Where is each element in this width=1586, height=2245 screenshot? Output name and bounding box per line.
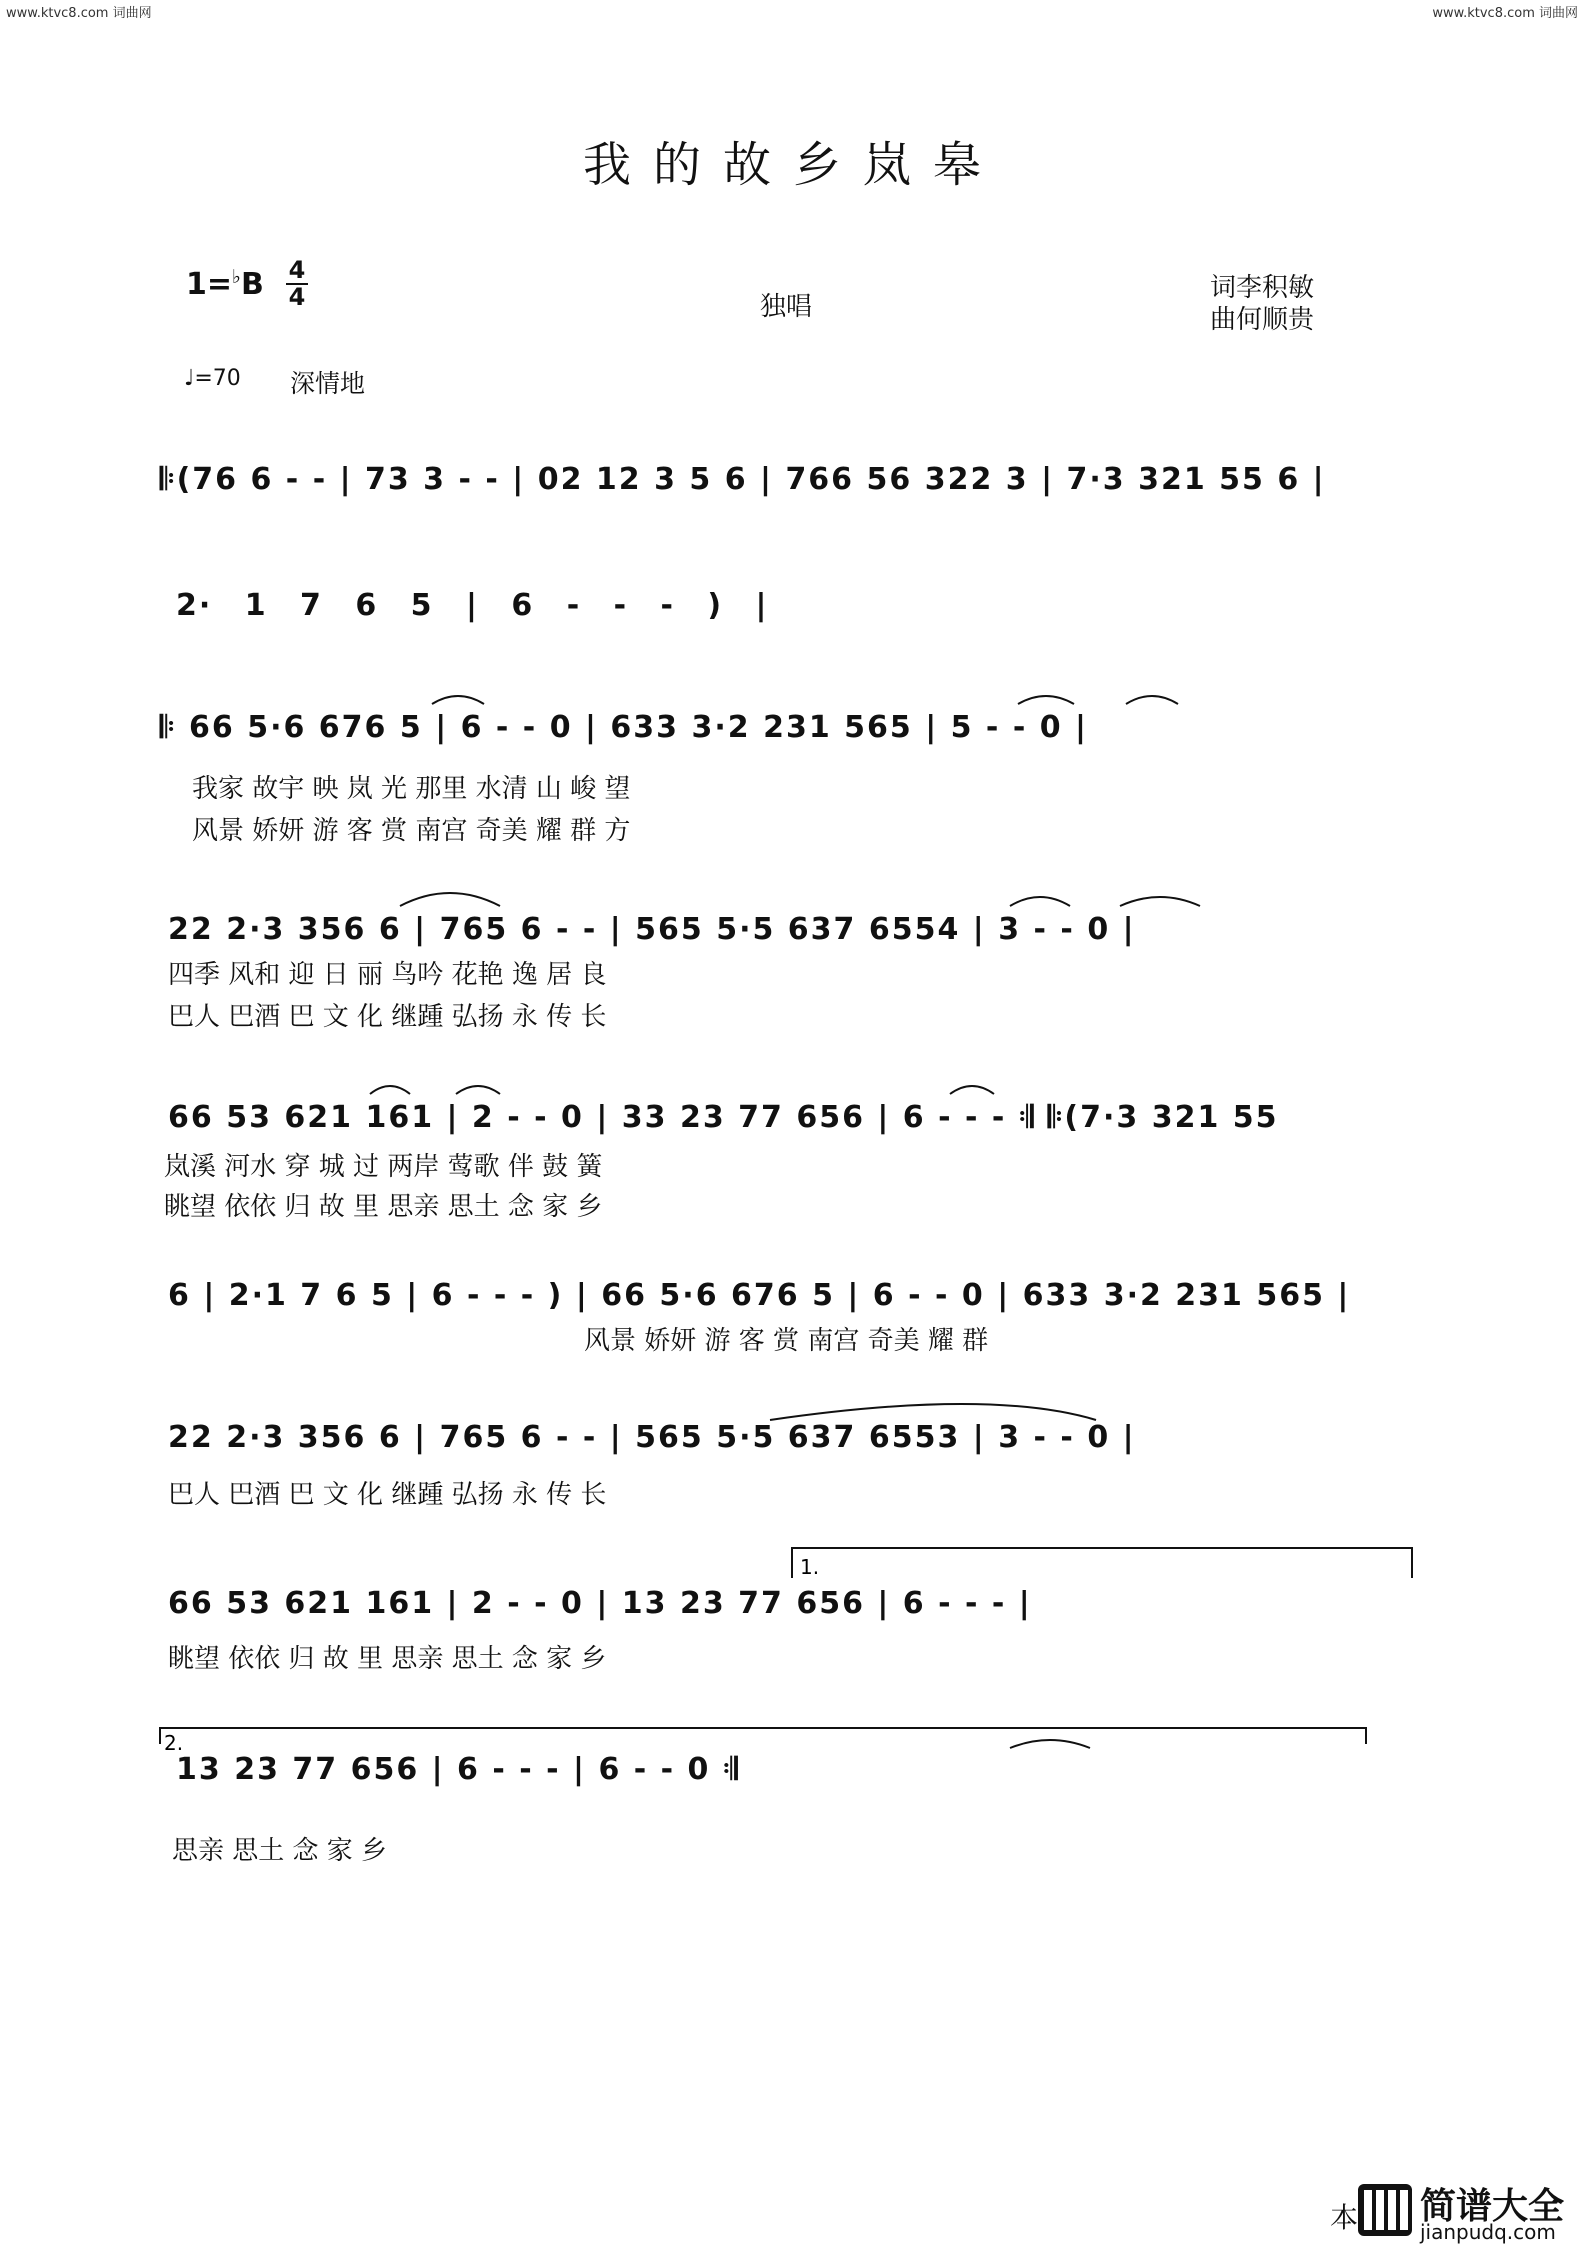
lyric-line-8: 眺望 依依 归 故 里 思亲 思土 念 家 乡 — [168, 1644, 607, 1674]
time-signature-top: 4 — [288, 256, 306, 284]
header-site-left: www.ktvc8.com 词曲网 — [6, 6, 152, 21]
music-line-1: 𝄆(76 6 - - | 73 3 - - | 02 12 3 5 6 | 766 56 322 3 | 7·3 321 55 6 | — [160, 462, 1326, 497]
slur — [400, 893, 500, 906]
volta-second-bracket — [160, 1728, 1366, 1744]
music-line-4: 22 2·3 356 6 | 765 6 - - | 565 5·5 637 6554 | 3 - - 0 | — [168, 912, 1136, 947]
slur — [432, 696, 484, 704]
lyric-line-9: 思亲 思土 念 家 乡 — [172, 1836, 388, 1866]
music-line-6: 6 | 2·1 7 6 5 | 6 - - - ) | 66 5·6 676 5 | 6 - - 0 | 633 3·2 231 565 | — [168, 1278, 1351, 1313]
music-line-5: 66 53 621 161 | 2 - - 0 | 33 23 77 656 | 6 - - - 𝄇 𝄆(7·3 321 55 — [168, 1100, 1279, 1135]
composer: 曲何顺贵 — [1210, 305, 1315, 335]
page-mark: 本 — [1330, 2201, 1359, 2234]
expression-marking: 深情地 — [290, 369, 366, 398]
volta-first-label: 1. — [800, 1555, 820, 1579]
header-site-right: www.ktvc8.com 词曲网 — [1432, 6, 1578, 21]
slur — [1010, 1740, 1090, 1748]
slur — [1120, 897, 1200, 906]
music-line-7: 22 2·3 356 6 | 765 6 - - | 565 5·5 637 6553 | 3 - - 0 | — [168, 1420, 1136, 1455]
time-signature-bottom: 4 — [288, 283, 306, 311]
key-prefix: 1= — [186, 267, 233, 302]
music-line-8: 66 53 621 161 | 2 - - 0 | 13 23 77 656 | 6 - - - | — [168, 1586, 1032, 1621]
music-line-9: 13 23 77 656 | 6 - - - | 6 - - 0 𝄇 — [176, 1752, 740, 1787]
tempo-marking: ♩=70 — [184, 366, 241, 391]
slur — [1018, 696, 1074, 704]
flat-sign: ♭ — [232, 266, 241, 288]
slurs — [370, 696, 1200, 1748]
slur — [1126, 696, 1178, 704]
volta-second-label: 2. — [164, 1731, 184, 1755]
song-title: 我的故乡岚皋 — [582, 137, 1003, 193]
lyric-line-4b: 巴人 巴酒 巴 文 化 继踵 弘扬 永 传 长 — [168, 1002, 607, 1032]
slur — [1010, 897, 1070, 906]
lyric-line-3a: 我家 故宇 映 岚 光 那里 水清 山 峻 望 — [192, 774, 631, 804]
volta-first-bracket — [792, 1548, 1412, 1578]
lyric-line-3b: 风景 娇妍 游 客 赏 南宫 奇美 耀 群 方 — [192, 816, 631, 846]
lyric-line-5a: 岚溪 河水 穿 城 过 两岸 莺歌 伴 鼓 簧 — [164, 1152, 603, 1182]
logo-text-en: jianpudq.com — [1420, 2220, 1556, 2244]
music-line-3: 𝄆 66 5·6 676 5 | 6 - - 0 | 633 3·2 231 565 | 5 - - 0 | — [160, 710, 1088, 745]
lyric-line-4a: 四季 风和 迎 日 丽 鸟吟 花艳 逸 居 良 — [168, 960, 607, 990]
slur — [950, 1086, 994, 1094]
performance-type: 独唱 — [760, 292, 813, 322]
slur — [456, 1086, 500, 1094]
slur — [770, 1404, 1096, 1420]
lyricist: 词李积敏 — [1210, 273, 1315, 303]
slur — [370, 1086, 410, 1094]
music-line-2: 2· 1 7 6 5 | 6 - - - ) | — [176, 588, 769, 623]
key-note: B — [240, 267, 264, 302]
lyric-line-5b: 眺望 依依 归 故 里 思亲 思土 念 家 乡 — [164, 1192, 603, 1222]
lyric-line-7: 巴人 巴酒 巴 文 化 继踵 弘扬 永 传 长 — [168, 1480, 607, 1510]
lyric-line-6: 风景 娇妍 游 客 赏 南宫 奇美 耀 群 — [584, 1326, 989, 1356]
logo-text-cn: 简谱大全 — [1420, 2186, 1565, 2227]
